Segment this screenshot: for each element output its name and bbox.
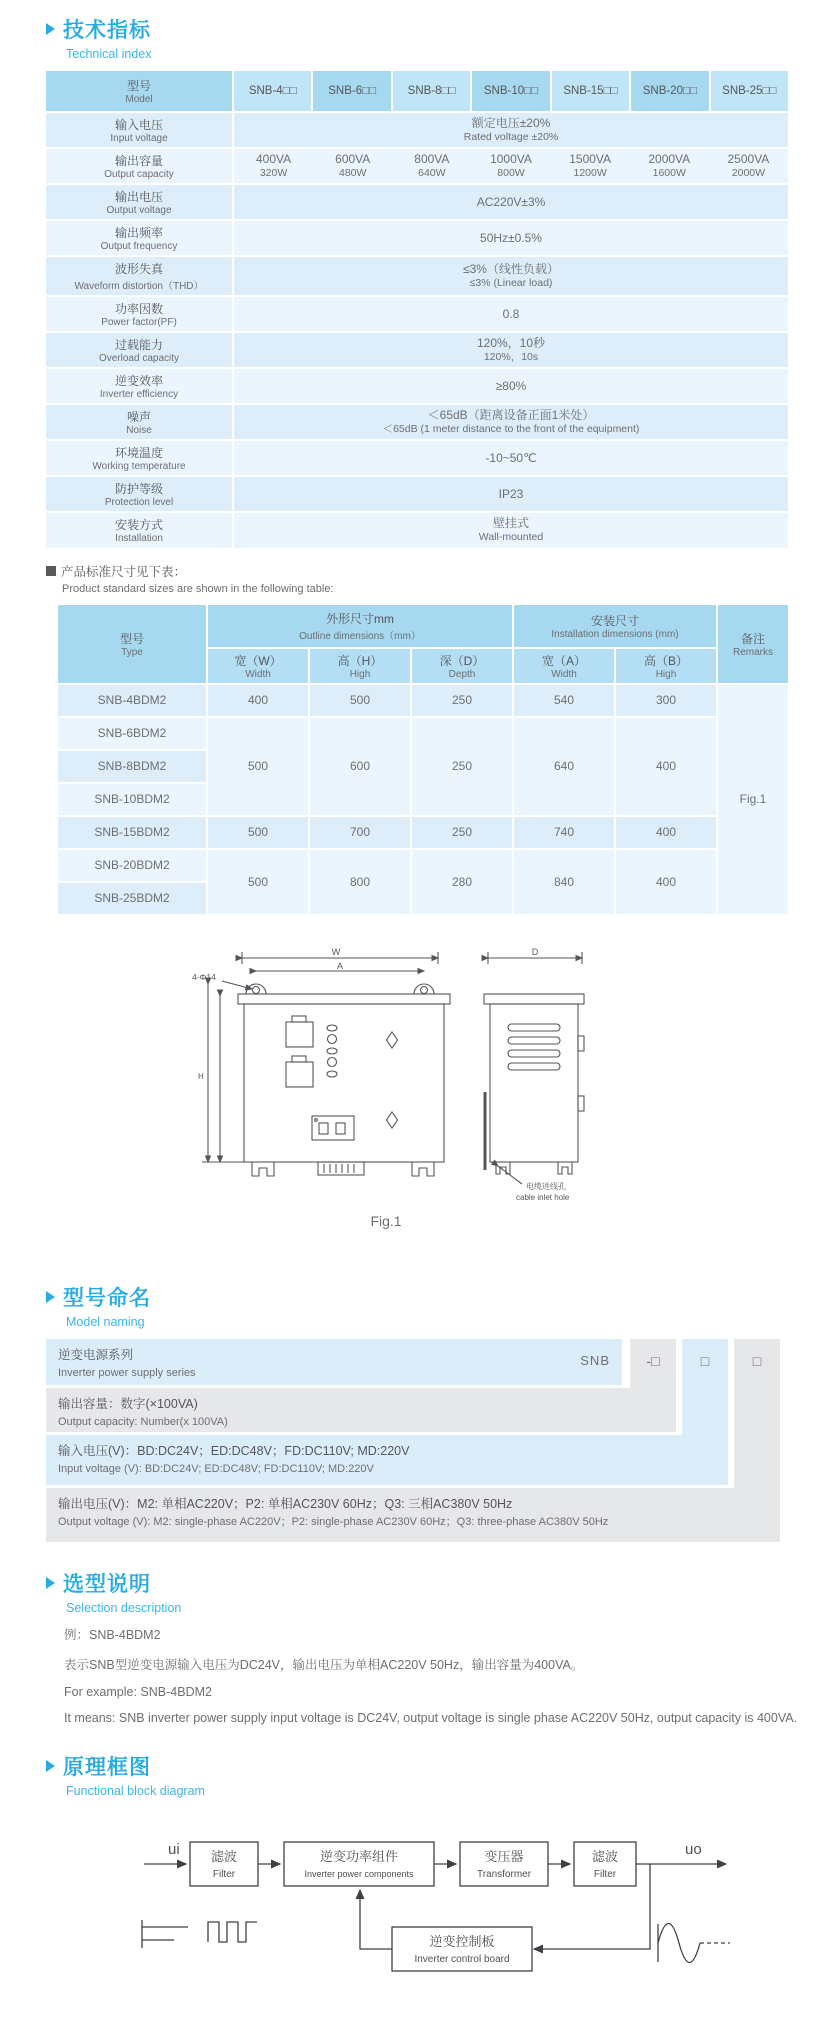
- filter1-label-en: Filter: [212, 1868, 236, 1880]
- size-table: [56, 603, 790, 916]
- spec-row: [46, 369, 788, 403]
- spec-capacity-cell: [709, 149, 788, 183]
- naming-row-zh: 输出容量：数字(×100VA): [58, 1396, 198, 1411]
- code-box-3: □: [752, 1352, 762, 1369]
- spec-row-value: [234, 185, 788, 219]
- size-subcol: [208, 649, 308, 683]
- size-table-row: [58, 817, 788, 848]
- row-label-en: Noise: [126, 425, 152, 437]
- spec-row-value: [234, 333, 788, 367]
- value-zh: AC220V±3%: [476, 194, 546, 209]
- section-technical-index: [46, 14, 830, 61]
- section-subtitle: Technical index: [66, 47, 152, 61]
- naming-row-en: Inverter power supply series: [58, 1366, 196, 1379]
- capacity-w: 2000W: [731, 167, 766, 180]
- spec-row: [46, 297, 788, 331]
- capacity-w: 1200W: [573, 167, 607, 180]
- code-box-1: -□: [646, 1352, 660, 1369]
- transformer-label-zh: 变压器: [484, 1848, 524, 1864]
- header-en: Installation dimensions (mm): [551, 628, 679, 640]
- spec-row-label: [46, 149, 232, 183]
- cable-inlet-label-en: cable inlet hole: [516, 1192, 570, 1202]
- size-dimension-value: 700: [310, 817, 410, 848]
- naming-row-zh: 输入电压(V)：BD:DC24V；ED:DC48V；FD:DC110V; MD:220V: [58, 1443, 410, 1458]
- header-en: High: [349, 668, 371, 680]
- cable-inlet-label-zh: 电缆进线孔: [526, 1181, 566, 1191]
- row-label-en: Working temperature: [92, 461, 186, 473]
- row-label-zh: 安装方式: [114, 518, 163, 533]
- dim-h-label: H: [198, 1071, 204, 1081]
- selection-line: 表示SNB型逆变电源输入电压为DC24V，输出电压为单相AC220V 50Hz，输出容量为400VA。: [64, 1657, 584, 1672]
- value-zh: 0.8: [502, 306, 520, 321]
- section-arrow-icon: [46, 1760, 55, 1772]
- size-dimension-value: 540: [514, 685, 614, 716]
- spec-row-value: [234, 513, 788, 547]
- capacity-va: 400VA: [256, 152, 292, 167]
- spec-model-header: [46, 71, 232, 111]
- size-dimension-value: 800: [310, 850, 410, 914]
- header-en: Type: [121, 646, 143, 658]
- capacity-w: 800W: [497, 167, 525, 180]
- spec-row-label: [46, 221, 232, 255]
- section-subtitle: Model naming: [66, 1314, 145, 1329]
- size-dimension-value: 400: [616, 817, 716, 848]
- size-dimension-value: 500: [208, 850, 308, 914]
- section-title: 原理框图: [63, 1755, 151, 1779]
- size-table-row: [58, 850, 788, 881]
- capacity-w: 320W: [259, 167, 288, 180]
- naming-row-capacity: [46, 1388, 676, 1432]
- spec-row-label: [46, 369, 232, 403]
- capacity-w: 1600W: [652, 167, 686, 180]
- spec-row-value: [234, 257, 788, 295]
- diagram-output-label: uo: [685, 1840, 702, 1858]
- row-label-zh: 功率因数: [114, 302, 163, 317]
- spec-row-value: [234, 369, 788, 403]
- control-label-zh: 逆变控制板: [429, 1933, 495, 1949]
- selection-line: For example: SNB-4BDM2: [64, 1684, 212, 1699]
- capacity-w: 640W: [418, 167, 446, 180]
- spec-row-label: [46, 297, 232, 331]
- header-en: High: [655, 668, 677, 680]
- size-row-model: SNB-8BDM2: [58, 751, 206, 782]
- size-dimension-value: 840: [514, 850, 614, 914]
- size-row-model: SNB-25BDM2: [58, 883, 206, 914]
- header-en: Width: [551, 668, 577, 680]
- block-diagram-svg: [130, 1812, 740, 1992]
- value-zh: ＜65dB（距离设备正面1米处）: [427, 408, 595, 423]
- section-title: 技术指标: [63, 19, 151, 42]
- size-dimension-value: 300: [616, 685, 716, 716]
- row-label-zh: 噪声: [126, 410, 151, 425]
- row-label-en: Protection level: [104, 497, 174, 509]
- row-label-en: Output frequency: [100, 241, 178, 253]
- spec-model-col: SNB-8□□: [393, 71, 470, 111]
- section-selection: [46, 1568, 830, 1615]
- spec-row: [46, 257, 788, 295]
- size-col-model: [58, 605, 206, 683]
- size-row-model: SNB-15BDM2: [58, 817, 206, 848]
- model-naming-diagram: [46, 1339, 788, 1542]
- section-subtitle: Functional block diagram: [66, 1783, 205, 1798]
- size-note-zh: 产品标准尺寸见下表：: [61, 564, 187, 579]
- spec-row: [46, 513, 788, 547]
- code-box-2: □: [700, 1352, 710, 1369]
- naming-row-zh: 逆变电源系列: [58, 1347, 134, 1362]
- header-en: Width: [245, 668, 271, 680]
- spec-header-row: [46, 71, 788, 111]
- row-label-en: Input voltage: [110, 133, 168, 145]
- naming-row-output-voltage: [46, 1488, 780, 1542]
- size-note: [46, 562, 830, 595]
- filter1-label-zh: 滤波: [210, 1848, 238, 1864]
- figure-caption: Fig.1: [370, 1212, 402, 1229]
- bullet-square-icon: [46, 566, 56, 576]
- size-row-model: SNB-20BDM2: [58, 850, 206, 881]
- inverter-label-en: Inverter power components: [304, 1868, 414, 1879]
- code-prefix: SNB: [580, 1352, 610, 1368]
- value-zh: -10~50℃: [485, 450, 537, 465]
- dim-w-label: W: [331, 946, 341, 957]
- spec-row: [46, 221, 788, 255]
- size-table-row: [58, 685, 788, 716]
- row-label-en: Overload capacity: [98, 353, 180, 365]
- block-diagram: [130, 1812, 830, 1997]
- diagram-input-label: ui: [168, 1840, 180, 1858]
- spec-model-col: SNB-25□□: [711, 71, 788, 111]
- value-zh: 120%，10秒: [476, 336, 546, 351]
- capacity-va: 1500VA: [569, 152, 612, 167]
- size-dimension-value: 500: [310, 685, 410, 716]
- value-zh: IP23: [498, 486, 524, 501]
- size-row-model: SNB-10BDM2: [58, 784, 206, 815]
- row-label-en: Power factor(PF): [101, 317, 177, 329]
- spec-capacity-cell: [392, 149, 471, 183]
- size-note-en: Product standard sizes are shown in the following table:: [62, 582, 334, 595]
- value-zh: ≤3%（线性负载）: [463, 262, 559, 277]
- section-arrow-icon: [46, 23, 55, 35]
- size-dimension-value: 400: [616, 850, 716, 914]
- section-block-diagram: [46, 1751, 830, 1798]
- header-zh: 型号: [119, 631, 144, 646]
- filter2-label-zh: 滤波: [591, 1848, 619, 1864]
- header-zh: 高（B）: [643, 653, 688, 668]
- header-zh: 宽（A）: [541, 653, 586, 668]
- row-label-zh: 输出频率: [114, 226, 163, 241]
- transformer-label-en: Transformer: [476, 1868, 532, 1880]
- header-en: Outline dimensions（mm）: [299, 630, 421, 642]
- spec-row: [46, 333, 788, 367]
- value-zh: ≥80%: [495, 378, 527, 393]
- section-subtitle: Selection description: [66, 1600, 182, 1615]
- spec-row-label: [46, 185, 232, 219]
- section-title: 型号命名: [63, 1286, 151, 1310]
- row-label-zh: 波形失真: [114, 262, 163, 277]
- selection-line: 例：SNB-4BDM2: [64, 1627, 161, 1642]
- row-label-zh: 输出容量: [114, 154, 163, 169]
- header-label-en: Model: [125, 94, 153, 105]
- value-en: ≤3% (Linear load): [469, 277, 553, 290]
- selection-description: [64, 1625, 830, 1725]
- spec-row-value: [234, 221, 788, 255]
- spec-model-col: SNB-4□□: [234, 71, 311, 111]
- size-subcol: [514, 649, 614, 683]
- inverter-label-zh: 逆变功率组件: [319, 1848, 399, 1864]
- size-dimension-value: 500: [208, 718, 308, 815]
- capacity-va: 1000VA: [490, 152, 532, 167]
- naming-row-en: Input voltage (V): BD:DC24V; ED:DC48V; FD:DC110V; MD:220V: [58, 1462, 374, 1475]
- capacity-va: 2500VA: [727, 152, 770, 167]
- size-row-model: SNB-6BDM2: [58, 718, 206, 749]
- spec-capacity-cell: [630, 149, 709, 183]
- naming-row-en: Output capacity: Number(x 100VA): [58, 1415, 228, 1428]
- spec-row-value: [234, 441, 788, 475]
- row-label-zh: 输入电压: [114, 118, 163, 133]
- size-remarks-value: Fig.1: [718, 685, 788, 914]
- filter2-label-en: Filter: [593, 1868, 617, 1880]
- spec-row-label: [46, 333, 232, 367]
- row-label-en: Output voltage: [106, 205, 172, 217]
- spec-capacity-values: [234, 149, 788, 183]
- spec-row-value: [234, 477, 788, 511]
- spec-model-col: SNB-20□□: [631, 71, 708, 111]
- spec-row-label: [46, 513, 232, 547]
- spec-capacity-cell: [313, 149, 392, 183]
- spec-row: [46, 477, 788, 511]
- header-en: Depth: [448, 668, 476, 680]
- spec-model-col: SNB-6□□: [313, 71, 390, 111]
- naming-row-zh: 输出电压(V)：M2: 单相AC220V；P2: 单相AC230V 60Hz；Q3: 三相AC380V 50Hz: [58, 1496, 513, 1511]
- size-table-row: [58, 718, 788, 749]
- value-en: ＜65dB (1 meter distance to the front of the equipment): [382, 423, 640, 436]
- size-subcol: [310, 649, 410, 683]
- row-label-zh: 环境温度: [114, 446, 163, 461]
- spec-row: [46, 185, 788, 219]
- value-zh: 额定电压±20%: [471, 116, 551, 130]
- spec-row-value: [234, 297, 788, 331]
- header-en: Remarks: [732, 646, 773, 658]
- spec-capacity-cell: [551, 149, 630, 183]
- value-en: Wall-mounted: [478, 531, 544, 544]
- dim-d-label: D: [531, 946, 539, 957]
- spec-row-value: [234, 113, 788, 147]
- figure-1: [186, 944, 830, 1264]
- header-zh: 深（D）: [439, 653, 485, 668]
- naming-row-input-voltage: [46, 1435, 728, 1485]
- size-dimension-value: 600: [310, 718, 410, 815]
- value-zh: 壁挂式: [492, 516, 529, 531]
- holes-label: 4-Φ14: [192, 971, 216, 982]
- spec-capacity-cell: [234, 149, 313, 183]
- size-subcol: [412, 649, 512, 683]
- row-label-zh: 逆变效率: [114, 374, 163, 389]
- size-dimension-value: 250: [412, 718, 512, 815]
- size-col-remarks: [718, 605, 788, 683]
- fig1-drawing: [186, 944, 626, 1259]
- size-dimension-value: 640: [514, 718, 614, 815]
- spec-row-label: [46, 113, 232, 147]
- spec-row: [46, 441, 788, 475]
- row-label-zh: 输出电压: [114, 190, 163, 205]
- size-group-installation: [514, 605, 716, 647]
- capacity-w: 480W: [338, 167, 367, 180]
- value-zh: 50Hz±0.5%: [480, 230, 542, 245]
- naming-row-series: [46, 1339, 622, 1385]
- selection-line: It means: SNB inverter power supply input voltage is DC24V, output voltage is single phase AC220V 50Hz, output capacity is 400VA.: [64, 1710, 798, 1725]
- row-label-zh: 过载能力: [114, 338, 163, 353]
- size-row-model: SNB-4BDM2: [58, 685, 206, 716]
- value-en: Rated voltage ±20%: [463, 131, 559, 143]
- header-zh: 高（H）: [337, 653, 383, 668]
- size-subcol: [616, 649, 716, 683]
- spec-row: [46, 405, 788, 439]
- section-arrow-icon: [46, 1291, 55, 1303]
- spec-row-label: [46, 441, 232, 475]
- section-model-naming: [46, 1282, 830, 1329]
- size-dimension-value: 400: [208, 685, 308, 716]
- spec-row-label: [46, 477, 232, 511]
- size-dimension-value: 280: [412, 850, 512, 914]
- dim-a-label: A: [336, 960, 344, 971]
- section-arrow-icon: [46, 1577, 55, 1589]
- spec-capacity-cell: [471, 149, 550, 183]
- size-dimension-value: 740: [514, 817, 614, 848]
- section-title: 选型说明: [63, 1572, 151, 1596]
- size-dimension-value: 250: [412, 817, 512, 848]
- header-zh: 宽（W）: [234, 653, 282, 668]
- spec-row-label: [46, 257, 232, 295]
- capacity-va: 2000VA: [648, 152, 691, 167]
- spec-row: [46, 149, 788, 183]
- capacity-va: 600VA: [335, 152, 371, 167]
- row-label-en: Output capacity: [104, 169, 174, 181]
- spec-row-value: [234, 405, 788, 439]
- row-label-en: Installation: [115, 533, 163, 545]
- header-zh: 备注: [740, 631, 765, 646]
- size-dimension-value: 500: [208, 817, 308, 848]
- spec-model-col: SNB-10□□: [472, 71, 549, 111]
- value-en: 120%，10s: [483, 351, 539, 364]
- spec-row: [46, 113, 788, 147]
- capacity-va: 800VA: [414, 152, 450, 167]
- header-zh: 外形尺寸mm: [326, 611, 394, 626]
- naming-row-en: Output voltage (V): M2: single-phase AC220V；P2: single-phase AC230V 60Hz；Q3: three-phase AC380V 50Hz: [58, 1515, 609, 1528]
- row-label-zh: 防护等级: [114, 482, 163, 497]
- spec-model-col: SNB-15□□: [552, 71, 629, 111]
- technical-spec-table: [46, 71, 788, 548]
- size-dimension-value: 250: [412, 685, 512, 716]
- size-group-outline: [208, 605, 512, 647]
- spec-row-label: [46, 405, 232, 439]
- size-dimension-value: 400: [616, 718, 716, 815]
- header-zh: 安装尺寸: [590, 613, 639, 628]
- header-label-zh: 型号: [126, 79, 151, 93]
- row-label-en: Waveform distortion（THD）: [74, 281, 204, 293]
- control-label-en: Inverter control board: [414, 1953, 510, 1965]
- row-label-en: Inverter efficiency: [99, 389, 179, 401]
